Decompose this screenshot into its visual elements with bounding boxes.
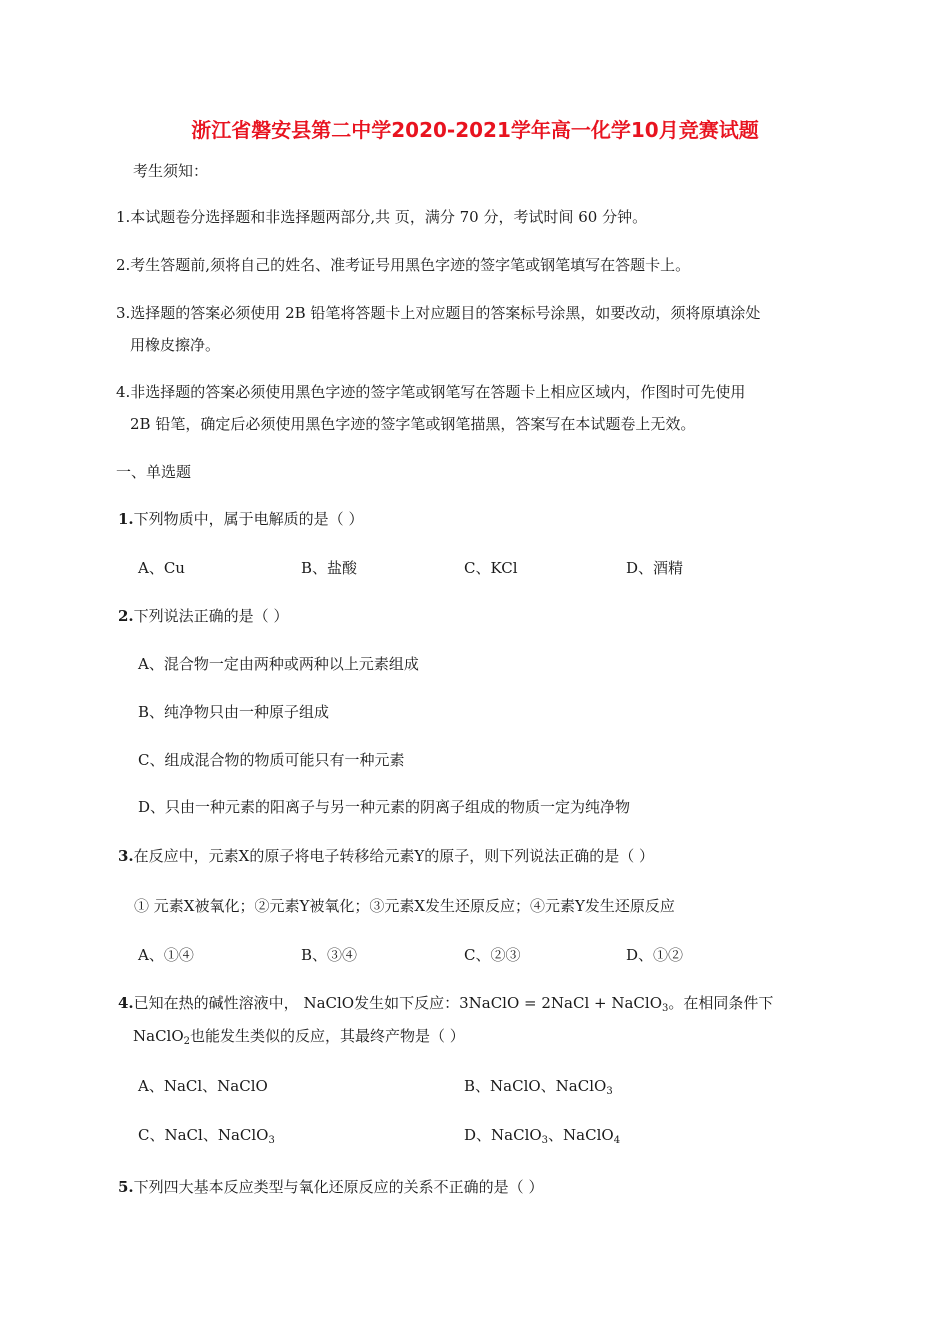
option-2c: C、组成混合物的物质可能只有一种元素 — [138, 751, 405, 769]
option-3d: D、①② — [626, 946, 684, 964]
option-4b — [464, 1076, 613, 1096]
notice-heading: 考生须知： — [133, 162, 209, 180]
question-stem: 已知在热的碱性溶液中， NaClO发生如下反应：3NaClO = 2NaCl + NaClO — [133, 994, 662, 1012]
question-3-statements: ① 元素X被氧化；②元素Y被氧化；③元素X发生还原反应；④元素Y发生还原反应 — [134, 897, 675, 915]
question-stem: 下列四大基本反应类型与氧化还原反应的关系不正确的是（ ） — [133, 1178, 544, 1196]
option-3b: B、③④ — [301, 946, 358, 964]
option-2d: D、只由一种元素的阳离子与另一种元素的阴离子组成的物质一定为纯净物 — [138, 798, 631, 816]
option-text: 、NaClO — [548, 1126, 614, 1144]
subscript: 3 — [662, 1003, 669, 1014]
formula: NaClO — [133, 1027, 184, 1045]
subscript: 3 — [268, 1135, 275, 1146]
option-2a: A、混合物一定由两种或两种以上元素组成 — [138, 655, 419, 673]
notice-item-2: 2.考生答题前,须将自己的姓名、准考证号用黑色字迹的签字笔或钢笔填写在答题卡上。 — [116, 256, 691, 274]
option-4d — [464, 1125, 620, 1145]
option-4c — [138, 1125, 275, 1145]
option-text: D、NaClO — [464, 1126, 542, 1144]
notice-item-3: 3.选择题的答案必须使用 2B 铅笔将答题卡上对应题目的答案标号涂黑，如要改动，须将原填涂处 — [116, 304, 761, 322]
option-2b: B、纯净物只由一种原子组成 — [138, 703, 330, 721]
option-text: C、NaCl、NaClO — [138, 1126, 269, 1144]
question-number: 2. — [118, 607, 134, 625]
option-1d: D、酒精 — [626, 559, 684, 577]
option-4a — [138, 1076, 268, 1096]
subscript: 2 — [183, 1036, 191, 1047]
option-3c: C、②③ — [464, 946, 521, 964]
option-1b: B、盐酸 — [301, 559, 358, 577]
question-5 — [118, 1177, 543, 1197]
question-1 — [118, 509, 363, 529]
option-text: B、NaClO、NaClO — [464, 1077, 607, 1095]
question-stem: 下列物质中，属于电解质的是（ ） — [133, 510, 364, 528]
subscript: 4 — [613, 1135, 621, 1146]
question-number: 3. — [118, 847, 134, 865]
subscript: 3 — [606, 1086, 613, 1097]
question-number: 4. — [118, 994, 134, 1012]
option-1c: C、KCl — [464, 559, 518, 577]
notice-item-1: 1.本试题卷分选择题和非选择题两部分,共 页，满分 70 分，考试时间 60 分钟。 — [116, 208, 648, 226]
question-stem: 在反应中，元素X的原子将电子转移给元素Y的原子，则下列说法正确的是（ ） — [133, 847, 655, 865]
question-3 — [118, 846, 654, 866]
question-number: 5. — [118, 1178, 134, 1196]
notice-item-4: 4.非选择题的答案必须使用黑色字迹的签字笔或钢笔写在答题卡上相应区域内，作图时可先使用 — [116, 383, 746, 401]
option-3a: A、①④ — [138, 946, 194, 964]
option-1a: A、Cu — [138, 559, 185, 577]
notice-item-4-cont: 2B 铅笔，确定后必须使用黑色字迹的签字笔或钢笔描黑，答案写在本试题卷上无效。 — [130, 415, 696, 433]
section-heading: 一、单选题 — [116, 463, 192, 481]
option-text: A、NaCl、NaClO — [138, 1077, 268, 1095]
question-4 — [118, 993, 773, 1013]
page-title: 浙江省磐安县第二中学2020-2021学年高一化学10月竞赛试题 — [191, 118, 759, 142]
question-stem: 下列说法正确的是（ ） — [133, 607, 289, 625]
question-stem-tail: 也能发生类似的反应，其最终产物是（ ） — [190, 1027, 465, 1045]
question-2 — [118, 606, 288, 626]
subscript: 3 — [541, 1135, 549, 1146]
question-number: 1. — [118, 510, 134, 528]
notice-item-3-cont: 用橡皮擦净。 — [130, 336, 221, 354]
question-4-cont — [133, 1026, 465, 1046]
question-stem-tail: 。在相同条件下 — [668, 994, 774, 1012]
